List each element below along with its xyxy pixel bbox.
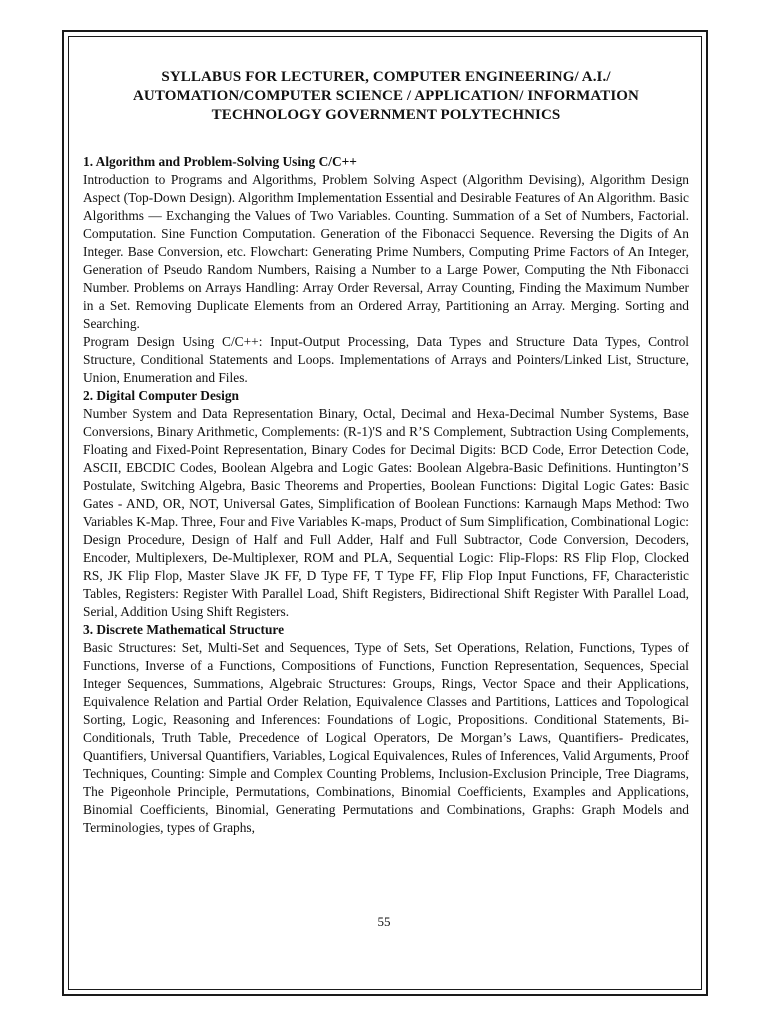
- section-paragraph: Basic Structures: Set, Multi-Set and Sequences, Type of Sets, Set Operations, Relation, Functions, Types of Functions, Inverse of a Functions, Compositions of Functions, Function Representation, Sequences, Special Integer Sequences, Summations, Algebraic Structures: Groups, Rings, Vector Space and their Applications, Equivalence Relation and Partial Order Relation, Equivalence Classes and Partitions, Lattices and Topological Sorting, Logic, Reasoning and Inferences: Foundations of Logic, Propositions. Conditional Statements, Bi-Conditionals, Truth Table, Precedence of Logical Operators, De Morgan’s Laws, Quantifiers- Predicates, Quantifiers, Universal Quantifiers, Variables, Logical Equivalences, Rules of Inferences, Valid Arguments, Proof Techniques, Counting: Simple and Complex Counting Problems, Inclusion-Exclusion Principle, Tree Diagrams, The Pigeonhole Principle, Permutations, Combinations, Binomial Coefficients, Examples and Applications, Binomial Coefficients, Binomial, Generating Permutations and Combinations, Graphs: Graph Models and Terminologies, types of Graphs,: [83, 640, 689, 835]
- syllabus-body: [83, 153, 689, 837]
- section-heading: 1. Algorithm and Problem-Solving Using C/C++: [83, 154, 357, 169]
- document-title: [83, 68, 689, 125]
- title-line-2: AUTOMATION/COMPUTER SCIENCE / APPLICATION/ INFORMATION: [133, 88, 639, 104]
- section-digital-computer-design: [83, 387, 689, 621]
- section-heading: 2. Digital Computer Design: [83, 388, 239, 403]
- section-paragraph: Program Design Using C/C++: Input-Output Processing, Data Types and Structure Data Types, Control Structure, Conditional Statements and Loops. Implementations of Arrays and Pointers/Linked List, Structure, Union, Enumeration and Files.: [83, 334, 689, 385]
- document-content: [83, 68, 689, 837]
- section-paragraph: Number System and Data Representation Binary, Octal, Decimal and Hexa-Decimal Number Systems, Base Conversions, Binary Arithmetic, Complements: (R-1)'S and R’S Complement, Subtraction Using Complements, Floating and Fixed-Point Representation, Binary Codes for Decimal Digits: BCD Code, Error Detection Code, ASCII, EBCDIC Codes, Boolean Algebra and Logic Gates: Boolean Algebra-Basic Definitions. Huntington’S Postulate, Switching Algebra, Basic Theorems and Properties, Boolean Functions: Digital Logic Gates: Basic Gates - AND, OR, NOT, Universal Gates, Simplification of Boolean Functions: Karnaugh Maps Method: Two Variables K-Map. Three, Four and Five Variables K-maps, Product of Sum Simplification, Combinational Logic: Design Procedure, Design of Half and Full Adder, Half and Full Subtractor, Code Conversion, Decoders, Encoder, Multiplexers, De-Multiplexer, ROM and PLA, Sequential Logic: Flip-Flops: RS Flip Flop, Clocked RS, JK Flip Flop, Master Slave JK FF, D Type FF, T Type FF, Flip Flop Input Functions, FF, Characteristic Tables, Registers: Register With Parallel Load, Shift Registers, Bidirectional Shift Register With Parallel Load, Serial, Addition Using Shift Registers.: [83, 406, 689, 619]
- page-number: 55: [377, 914, 391, 929]
- section-discrete-math: [83, 621, 689, 837]
- section-heading: 3. Discrete Mathematical Structure: [83, 622, 285, 637]
- section-algorithms: [83, 153, 689, 387]
- section-paragraph: Introduction to Programs and Algorithms, Problem Solving Aspect (Algorithm Devising), Algorithm Design Aspect (Top-Down Design). Algorithm Implementation Essential and Desirable Features of An Algorithm. Basic Algorithms — Exchanging the Values of Two Variables. Counting. Summation of a Set of Numbers, Factorial. Computation. Sine Function Computation. Generation of the Fibonacci Sequence. Reversing the Digits of An Integer. Base Conversion, etc. Flowchart: Generating Prime Numbers, Computing Prime Factors of An Integer, Generation of Pseudo Random Numbers, Raising a Number to a Large Power, Computing the Nth Fibonacci Number. Problems on Arrays Handling: Array Order Reversal, Array Counting, Finding the Maximum Number in a Set. Removing Duplicate Elements from an Ordered Array, Partitioning an Array. Merging. Sorting and Searching.: [83, 172, 689, 331]
- title-line-1: SYLLABUS FOR LECTURER, COMPUTER ENGINEERING/ A.I./: [161, 69, 611, 85]
- title-line-3: TECHNOLOGY GOVERNMENT POLYTECHNICS: [211, 107, 561, 123]
